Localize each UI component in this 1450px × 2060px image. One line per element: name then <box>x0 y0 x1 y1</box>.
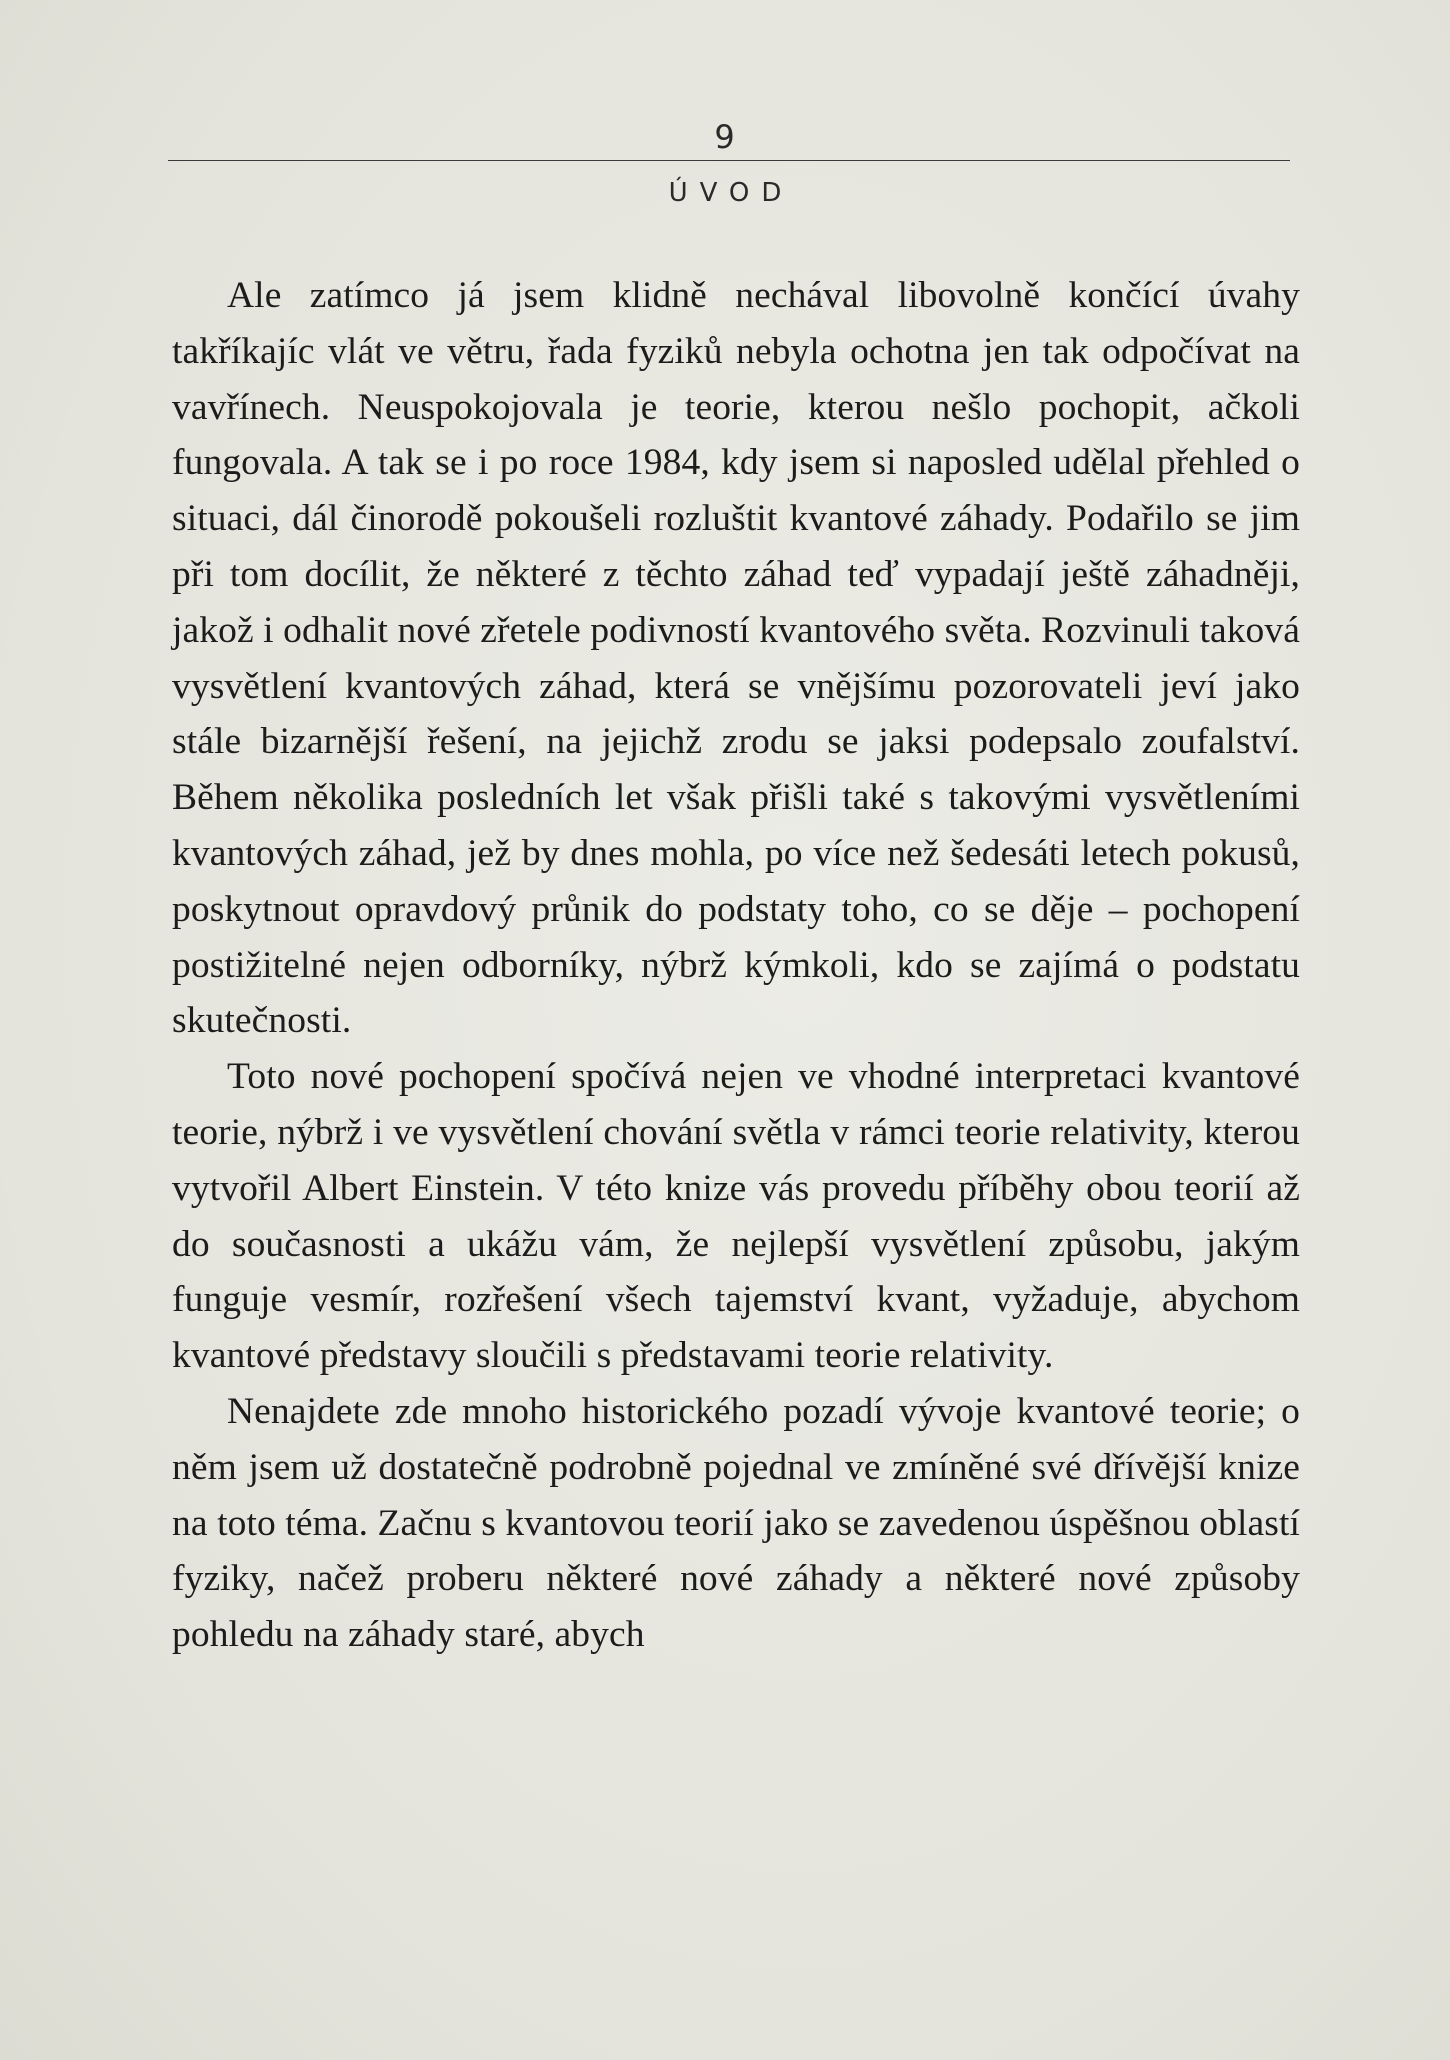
body-text <box>172 268 1300 1663</box>
paragraph-1: Ale zatímco já jsem klidně nechával libovolně končící úvahy takříkajíc vlát ve větru, řada fyziků nebyla ochotna jen tak odpočívat na vavřínech. Neuspokojovala je teorie, kterou nešlo pochopit, ačkoli fungovala. A tak se i po roce 1984, kdy jsem si naposled udělal přehled o situaci, dál činorodě pokoušeli rozluštit kvantové záhady. Podařilo se jim při tom docílit, že některé z těchto záhad teď vypadají ještě záhadněji, jakož i odhalit nové zřetele podivností kvantového světa. Rozvinuli taková vysvětlení kvantových záhad, která se vnějšímu pozorovateli jeví jako stále bizarnější řešení, na jejichž zrodu se jaksi podepsalo zoufalství. Během několika posledních let však přišli také s takovými vysvětleními kvantových záhad, jež by dnes mohla, po více než šedesáti letech pokusů, poskytnout opravdový průnik do podstaty toho, co se děje – pochopení postižitelné nejen odborníky, nýbrž kýmkoli, kdo se zajímá o podstatu skutečnosti. <box>172 275 1300 1042</box>
running-head: ÚVOD <box>668 178 794 208</box>
header-rule <box>168 160 1290 161</box>
paragraph-2: Toto nové pochopení spočívá nejen ve vhodné interpretaci kvantové teorie, nýbrž i ve vysvětlení chování světla v rámci teorie relativity, kterou vytvořil Albert Einstein. V této knize vás provedu příběhy obou teorií až do současnosti a ukážu vám, že nejlepší vysvětlení způsobu, jakým funguje vesmír, rozřešení všech tajemství kvant, vyžaduje, abychom kvantové představy sloučili s představami teorie relativity. <box>172 1056 1300 1377</box>
paragraph-3: Nenajdete zde mnoho historického pozadí vývoje kvantové teorie; o něm jsem už dostatečně podrobně pojednal ve zmíněné své dřívější knize na toto téma. Začnu s kvantovou teorií jako se zavedenou úspěšnou oblastí fyziky, načež proberu některé nové záhady a některé nové způsoby pohledu na záhady staré, abych <box>172 1390 1300 1656</box>
page-number: 9 <box>714 118 736 156</box>
